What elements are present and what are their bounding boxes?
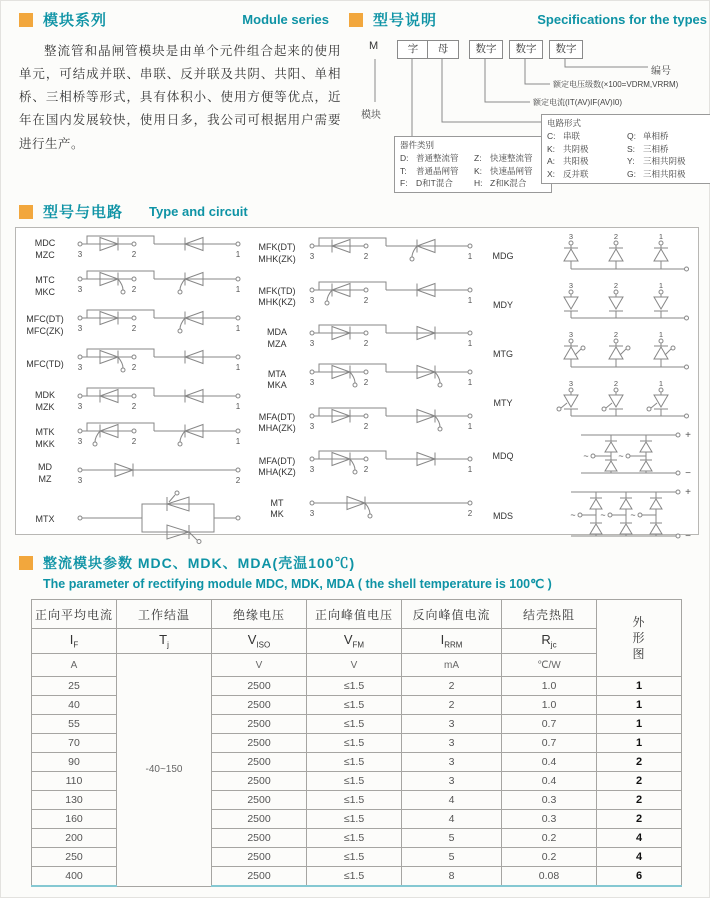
svg-text:3: 3 <box>77 324 83 333</box>
outline-number-cell: 2 <box>597 772 682 791</box>
table-cell: 3 <box>402 772 502 791</box>
table-cell: 4 <box>402 810 502 829</box>
table-cell: 0.7 <box>502 734 597 753</box>
table-cell: ≤1.5 <box>307 791 402 810</box>
circuit-type-label: MTX <box>35 513 55 524</box>
svg-text:1: 1 <box>658 281 664 290</box>
outline-number-cell: 1 <box>597 677 682 696</box>
param-title-zh: 整流模块参数 MDC、MDK、MDA(壳温100℃) <box>43 555 356 571</box>
table-cell: 2500 <box>212 715 307 734</box>
outline-number-cell: 6 <box>597 867 682 887</box>
type-circuit-header <box>19 201 419 222</box>
table-cell: 2500 <box>212 829 307 848</box>
table-cell: 0.2 <box>502 848 597 867</box>
table-row <box>32 654 682 677</box>
tj-range-cell: -40~150 <box>117 654 212 887</box>
circuit-row <box>248 360 480 399</box>
svg-text:~: ~ <box>570 510 576 520</box>
svg-text:2: 2 <box>131 402 137 411</box>
svg-text:~: ~ <box>583 451 589 461</box>
section-title-en: Type and circuit <box>149 204 248 219</box>
circuit-type-label: MTG <box>493 348 513 359</box>
circuit-type-label: MTK MKK <box>35 427 55 449</box>
param-table-header <box>19 553 695 591</box>
table-cell: $I_F$ <box>32 629 117 654</box>
outline-number-cell: 1 <box>597 734 682 753</box>
circuit-diagram-wrap <box>306 278 480 317</box>
svg-text:3: 3 <box>309 378 315 388</box>
section-title-en: Module series <box>242 12 329 27</box>
table-cell: V <box>212 654 307 677</box>
circuit-diagram <box>74 419 244 453</box>
model-box-letter2: 母 <box>427 40 459 59</box>
circuit-diagram-wrap <box>526 281 696 330</box>
callout-voltage: 额定电压级数(×100=VDRM,VRRM) <box>553 80 679 89</box>
circuit-diagram-wrap <box>526 428 696 485</box>
circuit-diagram-wrap <box>74 419 248 458</box>
table-cell: ≤1.5 <box>307 867 402 887</box>
circuit-row <box>16 419 248 458</box>
table-cell: 1.0 <box>502 696 597 715</box>
svg-text:1: 1 <box>658 232 664 241</box>
circuit-diagram <box>306 404 476 438</box>
svg-text:3: 3 <box>77 437 83 446</box>
circuit-form-box <box>541 114 710 184</box>
svg-text:1: 1 <box>235 437 241 446</box>
table-cell: ≤1.5 <box>307 753 402 772</box>
device-category-box <box>394 136 552 193</box>
orange-bullet-icon <box>19 556 33 570</box>
table-row <box>32 629 682 654</box>
circuit-diagram <box>526 379 696 423</box>
svg-text:2: 2 <box>131 285 137 294</box>
svg-text:2: 2 <box>613 281 619 290</box>
table-cell: $R_{jc}$ <box>502 629 597 654</box>
table-cell: A <box>32 654 117 677</box>
circuit-diagram-wrap <box>74 232 248 267</box>
svg-text:2: 2 <box>613 379 619 388</box>
model-box-digit1: 数字 <box>469 40 503 59</box>
type-spec-header <box>349 9 707 30</box>
table-cell: 0.4 <box>502 772 597 791</box>
table-cell: 5 <box>402 829 502 848</box>
circuit-diagram-wrap <box>526 485 696 548</box>
table-cell: ≤1.5 <box>307 772 402 791</box>
table-cell: 2500 <box>212 677 307 696</box>
circuit-diagram-wrap <box>74 384 248 419</box>
circuit-diagram <box>306 447 476 481</box>
table-cell: 8 <box>402 867 502 887</box>
section-title-zh: 模块系列 <box>43 12 108 29</box>
table-cell: 正向峰值电压 <box>307 600 402 629</box>
circuit-row <box>16 345 248 384</box>
table-cell: 3 <box>402 715 502 734</box>
circuit-type-label: MDQ <box>492 450 514 461</box>
circuit-row <box>248 278 480 317</box>
option-row: X: 反并联 G: 三相共阳极 <box>547 169 686 179</box>
table-cell: 2500 <box>212 734 307 753</box>
circuit-diagram <box>526 281 696 325</box>
svg-text:2: 2 <box>363 465 369 475</box>
circuit-diagram-wrap <box>526 232 696 281</box>
module-series-paragraph: 整流管和晶闸管模块是由单个元件组合起来的使用单元，可结成并联、串联、反并联及共阴、共阳、单相桥、三相桥等形式，具有体积小、使用方便等优点，近年在国内发展较快，使用日多，我公司可根据用户需要进行生产。 <box>19 44 341 151</box>
svg-text:3: 3 <box>309 421 315 431</box>
svg-text:1: 1 <box>658 379 664 388</box>
table-cell: 0.3 <box>502 791 597 810</box>
table-cell: ≤1.5 <box>307 715 402 734</box>
circuit-row <box>480 485 696 548</box>
callout-current: 额定电流(IT(AV)IF(AV)I0) <box>533 98 623 107</box>
circuit-type-label: MTA MKA <box>267 368 287 390</box>
table-row <box>32 600 682 629</box>
parameter-table <box>31 599 682 887</box>
svg-text:3: 3 <box>309 508 315 518</box>
svg-text:3: 3 <box>77 285 83 294</box>
circuit-diagram <box>74 384 244 414</box>
circuit-type-label: MFA(DT) MHA(ZK) <box>258 412 296 434</box>
table-cell: ≤1.5 <box>307 696 402 715</box>
table-cell: ≤1.5 <box>307 829 402 848</box>
circuit-diagram <box>306 321 476 351</box>
svg-text:2: 2 <box>613 232 619 241</box>
circuit-diagram <box>306 278 476 312</box>
option-row: A: 共阳极 Y: 三相共阴极 <box>547 156 686 167</box>
circuit-diagram-wrap <box>526 379 696 428</box>
option-row: C: 串联 Q: 单相桥 <box>547 130 669 141</box>
circuit-diagram <box>526 428 696 480</box>
table-cell: 2500 <box>212 696 307 715</box>
svg-text:3: 3 <box>77 476 83 484</box>
svg-text:+: + <box>685 430 691 441</box>
circuit-type-label: MFC(DT) MFC(ZK) <box>26 314 64 336</box>
svg-text:1: 1 <box>467 295 473 305</box>
callout-serial: 编号 <box>651 66 671 77</box>
circuit-type-label: MDC MZC <box>34 238 56 260</box>
svg-text:2: 2 <box>363 295 369 305</box>
circuit-diagram <box>306 234 476 268</box>
callout-module: 模块 <box>361 110 381 121</box>
table-cell: 55 <box>32 715 117 734</box>
svg-text:3: 3 <box>568 232 574 241</box>
svg-text:1: 1 <box>235 363 241 372</box>
circuit-row <box>480 281 696 330</box>
table-cell: $V_{FM}$ <box>307 629 402 654</box>
svg-text:2: 2 <box>131 363 137 372</box>
circuit-diagram <box>74 458 244 484</box>
circuit-diagram <box>74 232 244 262</box>
outline-number-cell: 2 <box>597 791 682 810</box>
circuit-diagram-wrap <box>74 306 248 345</box>
module-series-section <box>19 9 341 168</box>
circuit-row <box>16 306 248 345</box>
model-box-digit2: 数字 <box>509 40 543 59</box>
svg-text:2: 2 <box>235 476 241 484</box>
table-cell: 0.3 <box>502 810 597 829</box>
table-cell: 0.2 <box>502 829 597 848</box>
circuit-diagram <box>306 491 476 523</box>
circuit-type-label: MDG <box>492 250 514 261</box>
table-cell: 反向峰值电流 <box>402 600 502 629</box>
table-cell: 400 <box>32 867 117 887</box>
section-title-en: Specifications for the types <box>537 12 707 27</box>
table-cell: 0.7 <box>502 715 597 734</box>
table-cell: $V_{ISO}$ <box>212 629 307 654</box>
table-cell: ≤1.5 <box>307 677 402 696</box>
svg-text:3: 3 <box>568 330 574 339</box>
circuit-diagrams-panel <box>15 227 699 542</box>
svg-text:3: 3 <box>309 339 315 349</box>
circuit-diagram <box>74 489 244 545</box>
svg-text:3: 3 <box>309 295 315 305</box>
circuit-diagram <box>74 345 244 379</box>
circuit-type-label: MDK MZK <box>35 390 55 412</box>
circuit-type-label: MDS <box>493 510 513 521</box>
svg-text:2: 2 <box>363 339 369 349</box>
svg-text:3: 3 <box>568 281 574 290</box>
table-cell: 110 <box>32 772 117 791</box>
table-cell: 2500 <box>212 772 307 791</box>
orange-bullet-icon <box>19 13 33 27</box>
table-cell: 5 <box>402 848 502 867</box>
circuit-row <box>480 232 696 281</box>
circuit-diagram <box>526 232 696 276</box>
circuit-diagram <box>74 306 244 340</box>
outline-number-cell: 1 <box>597 696 682 715</box>
circuit-column-middle <box>248 228 480 534</box>
circuit-row <box>16 384 248 419</box>
svg-text:2: 2 <box>363 421 369 431</box>
table-cell: 160 <box>32 810 117 829</box>
circuit-type-label: MTY <box>493 397 513 408</box>
table-cell: ≤1.5 <box>307 734 402 753</box>
svg-text:3: 3 <box>309 465 315 475</box>
table-cell: $T_j$ <box>117 629 212 654</box>
circuit-type-label: MD MZ <box>38 462 52 484</box>
svg-text:1: 1 <box>235 250 241 259</box>
table-cell: 4 <box>402 791 502 810</box>
svg-text:2: 2 <box>131 437 137 446</box>
svg-text:−: − <box>685 531 691 542</box>
circuit-diagram <box>526 485 696 543</box>
svg-text:1: 1 <box>467 252 473 262</box>
circuit-diagram-wrap <box>526 330 696 379</box>
option-row: T: 普通晶闸管 K: 快速晶闸管 <box>400 165 533 176</box>
svg-text:~: ~ <box>600 510 606 520</box>
circuit-type-label: MDY <box>493 299 513 310</box>
table-cell: 2500 <box>212 867 307 887</box>
option-row: F: D和T混合 H: Z和K混合 <box>400 178 527 189</box>
table-cell: 正向平均电流 <box>32 600 117 629</box>
svg-text:3: 3 <box>309 252 315 262</box>
svg-text:~: ~ <box>618 451 624 461</box>
svg-text:3: 3 <box>568 379 574 388</box>
circuit-row <box>16 232 248 267</box>
svg-text:1: 1 <box>467 421 473 431</box>
circuit-row <box>480 428 696 485</box>
orange-bullet-icon <box>19 205 33 219</box>
circuit-diagram-wrap <box>306 447 480 486</box>
circuit-row <box>248 404 480 443</box>
svg-text:1: 1 <box>235 324 241 333</box>
svg-text:1: 1 <box>658 330 664 339</box>
circuit-diagram-wrap <box>74 489 248 550</box>
circuit-diagram-wrap <box>74 345 248 384</box>
circuit-form-title: 电路形式 <box>547 118 582 128</box>
outline-column-header: 外 形 图 <box>597 600 682 677</box>
outline-number-cell: 2 <box>597 810 682 829</box>
svg-text:3: 3 <box>77 402 83 411</box>
table-cell: ℃/W <box>502 654 597 677</box>
outline-number-cell: 2 <box>597 753 682 772</box>
module-series-header <box>19 9 341 30</box>
svg-text:1: 1 <box>235 285 241 294</box>
svg-text:1: 1 <box>235 402 241 411</box>
table-cell: mA <box>402 654 502 677</box>
circuit-type-label: MFK(DT) MHK(ZK) <box>258 242 296 264</box>
svg-text:1: 1 <box>467 465 473 475</box>
device-category-title: 器件类别 <box>400 140 435 150</box>
circuit-row <box>16 458 248 489</box>
table-cell: 200 <box>32 829 117 848</box>
circuit-type-label: MFA(DT) MHA(KZ) <box>258 455 296 477</box>
circuit-type-label: MT MK <box>270 497 284 520</box>
table-cell: 2500 <box>212 753 307 772</box>
circuit-row <box>16 267 248 306</box>
table-cell: 2500 <box>212 810 307 829</box>
table-cell: 25 <box>32 677 117 696</box>
circuit-row <box>248 491 480 528</box>
svg-text:2: 2 <box>131 250 137 259</box>
svg-text:~: ~ <box>630 510 636 520</box>
svg-text:−: − <box>685 468 691 479</box>
svg-text:3: 3 <box>77 363 83 372</box>
circuit-column-right <box>480 228 696 542</box>
model-box-letter1: 字 <box>397 40 429 59</box>
model-prefix: M <box>369 40 379 52</box>
option-row: D: 普通整流管 Z: 快速整流管 <box>400 152 533 163</box>
table-cell: 工作结温 <box>117 600 212 629</box>
circuit-type-label: MFK(TD) MHK(KZ) <box>258 285 296 308</box>
table-cell: $I_{RRM}$ <box>402 629 502 654</box>
table-cell: 3 <box>402 734 502 753</box>
circuit-row <box>248 234 480 273</box>
table-cell: V <box>307 654 402 677</box>
table-cell: 0.4 <box>502 753 597 772</box>
section-title-zh: 型号说明 <box>373 12 438 29</box>
circuit-diagram <box>306 360 476 394</box>
table-cell: 2500 <box>212 848 307 867</box>
table-cell: 130 <box>32 791 117 810</box>
table-cell: 结壳热阻 <box>502 600 597 629</box>
outline-number-cell: 1 <box>597 715 682 734</box>
circuit-row <box>16 489 248 550</box>
model-number-diagram <box>349 36 707 206</box>
option-row: K: 共阴极 S: 三相桥 <box>547 143 669 154</box>
circuit-type-label: MDA MZA <box>267 327 287 349</box>
circuit-row <box>480 379 696 428</box>
svg-text:1: 1 <box>467 378 473 388</box>
table-cell: 绝缘电压 <box>212 600 307 629</box>
table-cell: 40 <box>32 696 117 715</box>
orange-bullet-icon <box>349 13 363 27</box>
table-cell: 3 <box>402 753 502 772</box>
table-cell: 0.08 <box>502 867 597 887</box>
svg-text:2: 2 <box>363 378 369 388</box>
circuit-row <box>480 330 696 379</box>
circuit-row <box>248 321 480 356</box>
outline-number-cell: 4 <box>597 829 682 848</box>
table-cell: 90 <box>32 753 117 772</box>
circuit-diagram <box>526 330 696 374</box>
table-cell: 2 <box>402 696 502 715</box>
table-cell: 2500 <box>212 791 307 810</box>
circuit-diagram <box>74 267 244 301</box>
circuit-diagram-wrap <box>74 458 248 489</box>
circuit-type-label: MFC(TD) <box>26 358 64 369</box>
svg-text:+: + <box>685 487 691 498</box>
circuit-diagram-wrap <box>306 321 480 356</box>
table-cell: 250 <box>32 848 117 867</box>
circuit-type-label: MTC MKC <box>35 275 55 297</box>
svg-text:1: 1 <box>467 339 473 349</box>
circuit-diagram-wrap <box>74 267 248 306</box>
svg-text:2: 2 <box>613 330 619 339</box>
circuit-column-left <box>16 228 248 534</box>
circuit-diagram-wrap <box>306 404 480 443</box>
type-spec-section <box>349 9 707 206</box>
circuit-diagram-wrap <box>306 491 480 528</box>
svg-text:2: 2 <box>467 508 473 518</box>
svg-text:2: 2 <box>131 324 137 333</box>
circuit-diagram-wrap <box>306 234 480 273</box>
param-title-en: The parameter of rectifying module MDC, MDK, MDA ( the shell temperature is 100℃ ) <box>43 577 552 591</box>
svg-text:3: 3 <box>77 250 83 259</box>
outline-number-cell: 4 <box>597 848 682 867</box>
circuit-row <box>248 447 480 486</box>
circuit-diagram-wrap <box>306 360 480 399</box>
section-title-zh: 型号与电路 <box>43 204 124 221</box>
table-cell: ≤1.5 <box>307 848 402 867</box>
table-cell: 70 <box>32 734 117 753</box>
table-cell: 2 <box>402 677 502 696</box>
table-cell: 1.0 <box>502 677 597 696</box>
svg-text:2: 2 <box>363 252 369 262</box>
table-cell: ≤1.5 <box>307 810 402 829</box>
model-box-digit3: 数字 <box>549 40 583 59</box>
